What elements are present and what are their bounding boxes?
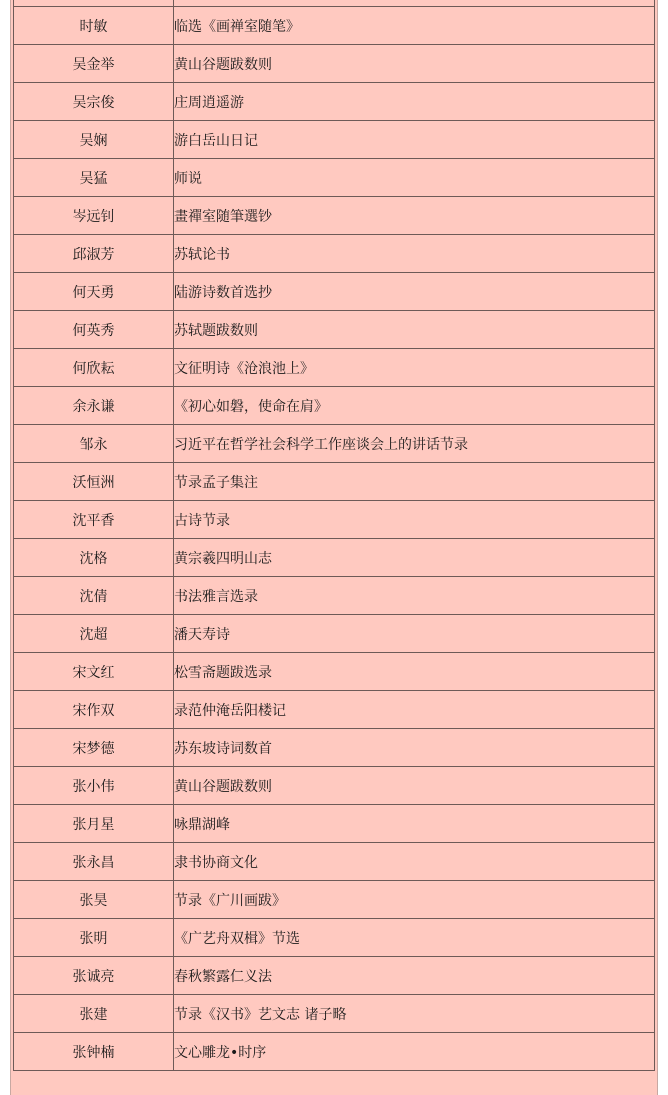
table-body: [14, 7, 655, 1071]
table-row: [14, 1033, 655, 1071]
author-name-cell: 张永昌: [14, 843, 174, 881]
table-row: [14, 349, 655, 387]
table-row: [14, 501, 655, 539]
author-name-cell: 何天勇: [14, 273, 174, 311]
work-title-cell: 临选《画禅室随笔》: [174, 7, 655, 45]
author-name-cell: 时敏: [14, 7, 174, 45]
table-row: [14, 881, 655, 919]
work-title-cell: 文征明诗《沧浪池上》: [174, 349, 655, 387]
author-name-cell: 张钟楠: [14, 1033, 174, 1071]
author-name-cell: 何英秀: [14, 311, 174, 349]
author-name-cell: 张明: [14, 919, 174, 957]
author-name-cell: 张诚亮: [14, 957, 174, 995]
table-row: [14, 197, 655, 235]
table-row: [14, 121, 655, 159]
work-title-cell: 节录孟子集注: [174, 463, 655, 501]
table-row: [14, 311, 655, 349]
work-title-cell: 春秋繁露仁义法: [174, 957, 655, 995]
work-title-cell: 《初心如磐，使命在肩》: [174, 387, 655, 425]
author-name-cell: 吴金举: [14, 45, 174, 83]
work-title-cell: 《广艺舟双楫》节选: [174, 919, 655, 957]
work-title-cell: 黄山谷题跋数则: [174, 767, 655, 805]
author-name-cell: 张月星: [14, 805, 174, 843]
work-title-cell: 潘天寿诗: [174, 615, 655, 653]
table-row: [14, 843, 655, 881]
author-name-cell: 张昊: [14, 881, 174, 919]
table-row: [14, 273, 655, 311]
work-title-cell: 古诗节录: [174, 501, 655, 539]
work-title-cell: 苏东坡诗词数首: [174, 729, 655, 767]
author-name-cell: 吴娴: [14, 121, 174, 159]
table-row: [14, 919, 655, 957]
work-title-cell: 师说: [174, 159, 655, 197]
table-row: [14, 7, 655, 45]
table-row: [14, 463, 655, 501]
author-name-cell: 何欣耘: [14, 349, 174, 387]
work-title-cell: 咏鼎湖峰: [174, 805, 655, 843]
work-title-cell: 游白岳山日记: [174, 121, 655, 159]
table-row: [14, 615, 655, 653]
table-row: [14, 235, 655, 273]
author-name-cell: 沈平香: [14, 501, 174, 539]
author-name-cell: 张建: [14, 995, 174, 1033]
work-title-cell: 黄宗羲四明山志: [174, 539, 655, 577]
table-row: [14, 159, 655, 197]
author-name-cell: 邱淑芳: [14, 235, 174, 273]
author-name-cell: 岑远钊: [14, 197, 174, 235]
work-title-cell: 庄周逍遥游: [174, 83, 655, 121]
table-row: [14, 729, 655, 767]
table-row: [14, 45, 655, 83]
author-name-cell: 沈超: [14, 615, 174, 653]
author-name-cell: 宋梦德: [14, 729, 174, 767]
author-name-cell: 宋文红: [14, 653, 174, 691]
table-row: [14, 653, 655, 691]
author-name-cell: 沃恒洲: [14, 463, 174, 501]
table-row: [14, 805, 655, 843]
table-row: [14, 539, 655, 577]
author-name-cell: 余永谦: [14, 387, 174, 425]
author-name-cell: 吴宗俊: [14, 83, 174, 121]
author-name-cell: 张小伟: [14, 767, 174, 805]
work-title-cell: 录范仲淹岳阳楼记: [174, 691, 655, 729]
work-title-cell: 黄山谷题跋数则: [174, 45, 655, 83]
author-name-cell: 吴猛: [14, 159, 174, 197]
table-row: [14, 577, 655, 615]
work-title-cell: 习近平在哲学社会科学工作座谈会上的讲话节录: [174, 425, 655, 463]
calligraphy-list-table: [13, 6, 655, 1071]
work-title-cell: 松雪斋题跋选录: [174, 653, 655, 691]
work-title-cell: 隶书协商文化: [174, 843, 655, 881]
table-row: [14, 387, 655, 425]
author-name-cell: 宋作双: [14, 691, 174, 729]
table-row: [14, 767, 655, 805]
table-row: [14, 691, 655, 729]
work-title-cell: 节录《汉书》艺文志 诸子略: [174, 995, 655, 1033]
work-title-cell: 苏轼题跋数则: [174, 311, 655, 349]
table-row: [14, 995, 655, 1033]
author-name-cell: 沈格: [14, 539, 174, 577]
author-name-cell: 邹永: [14, 425, 174, 463]
table-row: [14, 957, 655, 995]
work-title-cell: 陆游诗数首选抄: [174, 273, 655, 311]
table-row: [14, 83, 655, 121]
table-row: [14, 425, 655, 463]
work-title-cell: 节录《广川画跋》: [174, 881, 655, 919]
work-title-cell: 书法雅言选录: [174, 577, 655, 615]
work-title-cell: 畫禪室随筆選钞: [174, 197, 655, 235]
author-name-cell: 沈倩: [14, 577, 174, 615]
work-title-cell: 苏轼论书: [174, 235, 655, 273]
work-title-cell: 文心雕龙•时序: [174, 1033, 655, 1071]
